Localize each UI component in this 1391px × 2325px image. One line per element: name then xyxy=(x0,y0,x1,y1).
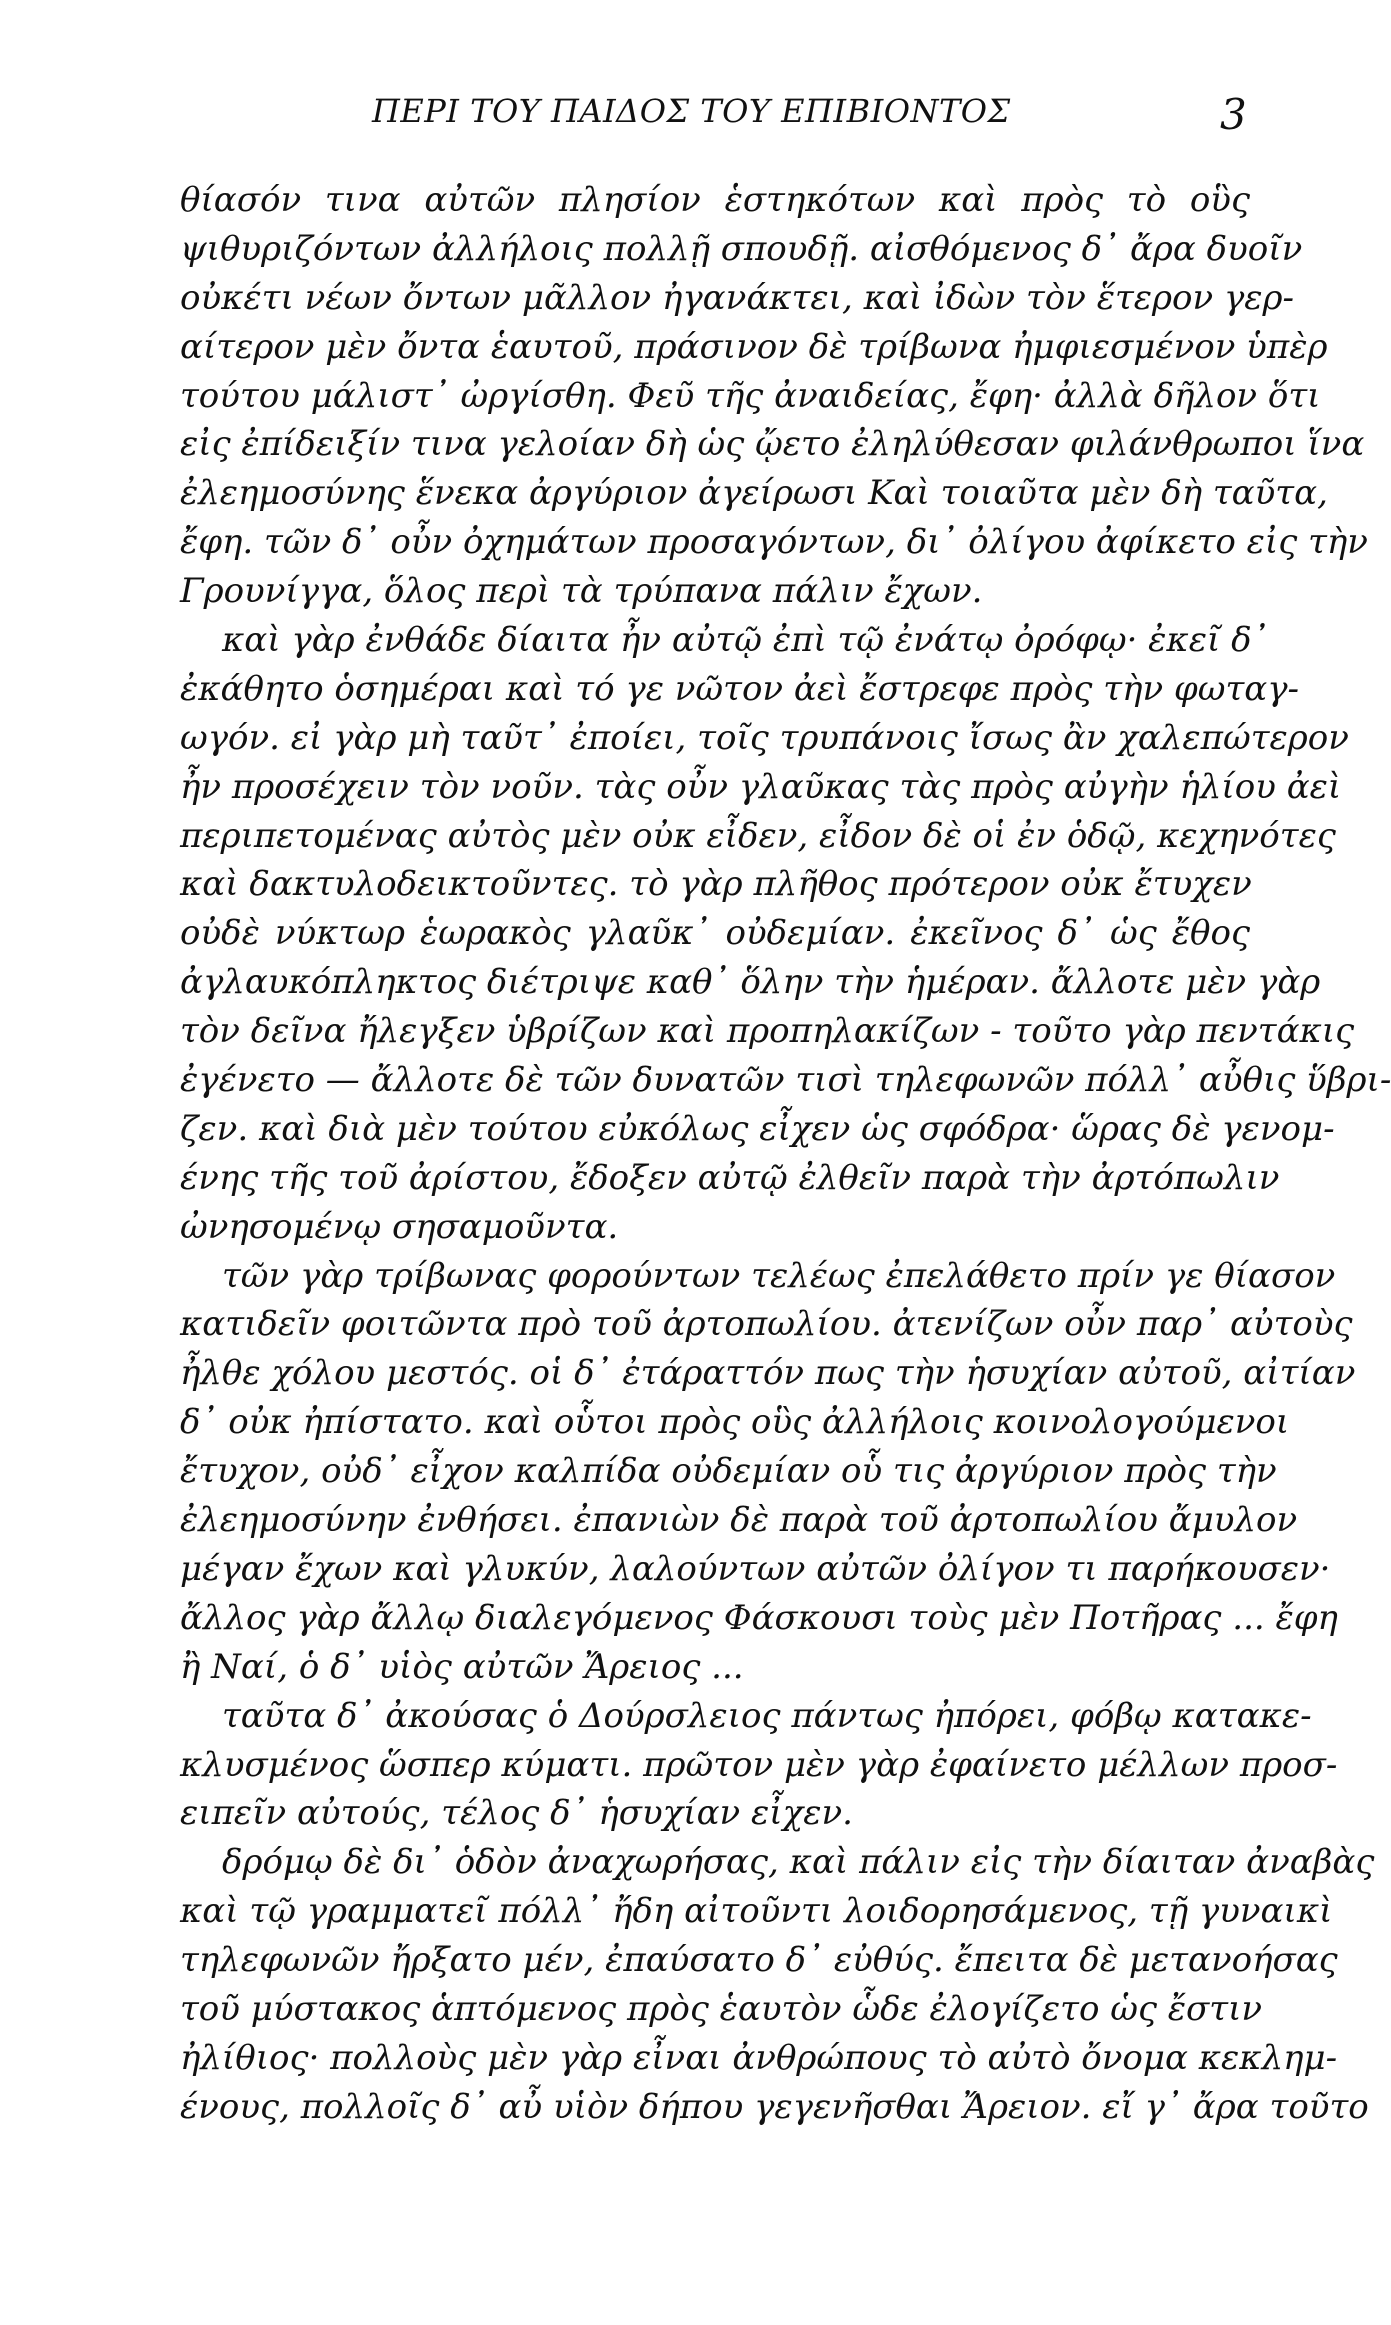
text-line: ἄλλος γὰρ ἄλλῳ διαλεγόμενος Φάσκουσι τοὺς μὲν Ποτῆρας ... ἔφη xyxy=(180,1597,1338,1638)
text-line: ἔτυχον, οὐδ᾽ εἶχον καλπίδα οὐδεμίαν οὗ τις ἀργύριον πρὸς τὴν xyxy=(180,1451,1277,1492)
text-line: ἦν προσέχειν τὸν νοῦν. τὰς οὖν γλαῦκας τὰς πρὸς αὐγὴν ἡλίου ἀεὶ xyxy=(180,766,1342,807)
text-line: κλυσμένος ὥσπερ κύματι. πρῶτον μὲν γὰρ ἐφαίνετο μέλλων προσ- xyxy=(180,1744,1338,1785)
text-line: δρόμῳ δὲ δι᾽ ὁδὸν ἀναχωρήσας, καὶ πάλιν εἰς τὴν δίαιταν ἀναβὰς xyxy=(222,1842,1375,1883)
text-line: καὶ γὰρ ἐνθάδε δίαιτα ἦν αὐτῷ ἐπὶ τῷ ἐνάτῳ ὀρόφῳ· ἐκεῖ δ᾽ xyxy=(222,620,1269,661)
text-line: ἔφη. τῶν δ᾽ οὖν ὀχημάτων προσαγόντων, δι᾽ ὀλίγου ἀφίκετο εἰς τὴν xyxy=(180,522,1368,563)
text-line: τηλεφωνῶν ἤρξατο μέν, ἐπαύσατο δ᾽ εὐθύς. ἔπειτα δὲ μετανοήσας xyxy=(180,1940,1338,1981)
text-line: ἢ Ναί, ὁ δ᾽ υἱὸς αὐτῶν Ἄρειος ... xyxy=(180,1646,744,1687)
text-line: ἠλίθιος· πολλοὺς μὲν γὰρ εἶναι ἀνθρώπους τὸ αὐτὸ ὄνομα κεκλημ- xyxy=(180,2037,1338,2078)
text-line: ζεν. καὶ διὰ μὲν τούτου εὐκόλως εἶχεν ὡς σφόδρα· ὥρας δὲ γενομ- xyxy=(180,1108,1335,1149)
text-line: τοῦ μύστακος ἁπτόμενος πρὸς ἑαυτὸν ὧδε ἐλογίζετο ὡς ἔστιν xyxy=(180,1988,1263,2029)
running-title: ΠΕΡΙ ΤΟΥ ΠΑΙΔΟΣ ΤΟΥ ΕΠΙΒΙΟΝΤΟΣ xyxy=(372,92,1011,130)
text-line: ένους, πολλοῖς δ᾽ αὖ υἱὸν δήπου γεγενῆσθαι Ἄρειον. εἴ γ᾽ ἄρα τοῦτο xyxy=(180,2086,1369,2127)
text-line: αίτερον μὲν ὄντα ἑαυτοῦ, πράσινον δὲ τρίβωνα ἠμφιεσμένον ὑπὲρ xyxy=(180,326,1328,367)
text-line: κατιδεῖν φοιτῶντα πρὸ τοῦ ἀρτοπωλίου. ἀτενίζων οὖν παρ᾽ αὐτοὺς xyxy=(180,1304,1353,1345)
text-line: καὶ τῷ γραμματεῖ πόλλ᾽ ἤδη αἰτοῦντι λοιδορησάμενος, τῇ γυναικὶ xyxy=(180,1891,1333,1932)
text-line: οὐδὲ νύκτωρ ἑωρακὸς γλαῦκ᾽ οὐδεμίαν. ἐκεῖνος δ᾽ ὡς ἔθος xyxy=(180,913,1250,954)
text-line: οὐκέτι νέων ὄντων μᾶλλον ἠγανάκτει, καὶ ἰδὼν τὸν ἕτερον γερ- xyxy=(180,277,1294,318)
text-line: τούτου μάλιστ᾽ ὠργίσθη. Φεῦ τῆς ἀναιδείας, ἔφη· ἀλλὰ δῆλον ὅτι xyxy=(180,375,1321,416)
text-line: ἐγένετο — ἄλλοτε δὲ τῶν δυνατῶν τισὶ τηλεφωνῶν πόλλ᾽ αὖθις ὕβρι- xyxy=(180,1060,1391,1101)
text-line: ὠνησομένῳ σησαμοῦντα. xyxy=(180,1206,619,1247)
text-line: Γρουνίγγα, ὅλος περὶ τὰ τρύπανα πάλιν ἔχων. xyxy=(180,571,983,612)
text-line: περιπετομένας αὐτὸς μὲν οὐκ εἶδεν, εἶδον δὲ οἱ ἐν ὁδῷ, κεχηνότες xyxy=(180,815,1336,856)
text-line: ψιθυριζόντων ἀλλήλοις πολλῇ σπουδῇ. αἰσθόμενος δ᾽ ἄρα δυοῖν xyxy=(180,228,1303,269)
text-line: τῶν γὰρ τρίβωνας φορούντων τελέως ἐπελάθετο πρίν γε θίασον xyxy=(222,1255,1336,1296)
text-line: ἦλθε χόλου μεστός. οἱ δ᾽ ἐτάραττόν πως τὴν ἡσυχίαν αὐτοῦ, αἰτίαν xyxy=(180,1353,1356,1394)
text-line: ἐλεημοσύνης ἕνεκα ἀργύριον ἀγείρωσι Καὶ τοιαῦτα μὲν δὴ ταῦτα, xyxy=(180,473,1328,514)
text-line: τὸν δεῖνα ἤλεγξεν ὑβρίζων καὶ προπηλακίζων - τοῦτο γὰρ πεντάκις xyxy=(180,1011,1355,1052)
body-text xyxy=(180,176,1391,2132)
text-line: ειπεῖν αὐτούς, τέλος δ᾽ ἡσυχίαν εἶχεν. xyxy=(180,1793,853,1834)
text-line: μέγαν ἔχων καὶ γλυκύν, λαλούντων αὐτῶν ὀλίγον τι παρήκουσεν· xyxy=(180,1548,1331,1589)
text-line: ἀγλαυκόπληκτος διέτριψε καθ᾽ ὅλην τὴν ἡμέραν. ἄλλοτε μὲν γὰρ xyxy=(180,962,1321,1003)
text-line: καὶ δακτυλοδεικτοῦντες. τὸ γὰρ πλῆθος πρότερον οὐκ ἔτυχεν xyxy=(180,864,1252,905)
text-line: ένης τῆς τοῦ ἀρίστου, ἔδοξεν αὐτῷ ἐλθεῖν παρὰ τὴν ἀρτόπωλιν xyxy=(180,1157,1280,1198)
text-line: εἰς ἐπίδειξίν τινα γελοίαν δὴ ὡς ᾤετο ἐληλύθεσαν φιλάνθρωποι ἵνα xyxy=(180,424,1365,465)
running-head xyxy=(0,92,1372,142)
text-line: ἐλεημοσύνην ἐνθήσει. ἐπανιὼν δὲ παρὰ τοῦ ἀρτοπωλίου ἄμυλον xyxy=(180,1500,1298,1541)
text-line: ωγόν. εἰ γὰρ μὴ ταῦτ᾽ ἐποίει, τοῖς τρυπάνοις ἴσως ἂν χαλεπώτερον xyxy=(180,717,1349,758)
page-number: 3 xyxy=(1220,90,1247,139)
text-line: θίασόν τινα αὐτῶν πλησίον ἑστηκότων καὶ πρὸς τὸ οὓς xyxy=(180,180,1250,220)
text-line: δ᾽ οὐκ ἠπίστατο. καὶ οὗτοι πρὸς οὓς ἀλλήλοις κοινολογούμενοι xyxy=(180,1402,1290,1443)
text-line: ἐκάθητο ὁσημέραι καὶ τό γε νῶτον ἀεὶ ἔστρεφε πρὸς τὴν φωταγ- xyxy=(180,668,1300,709)
text-line: ταῦτα δ᾽ ἀκούσας ὁ Δούρσλειος πάντως ἠπόρει, φόβῳ κατακε- xyxy=(222,1695,1312,1736)
